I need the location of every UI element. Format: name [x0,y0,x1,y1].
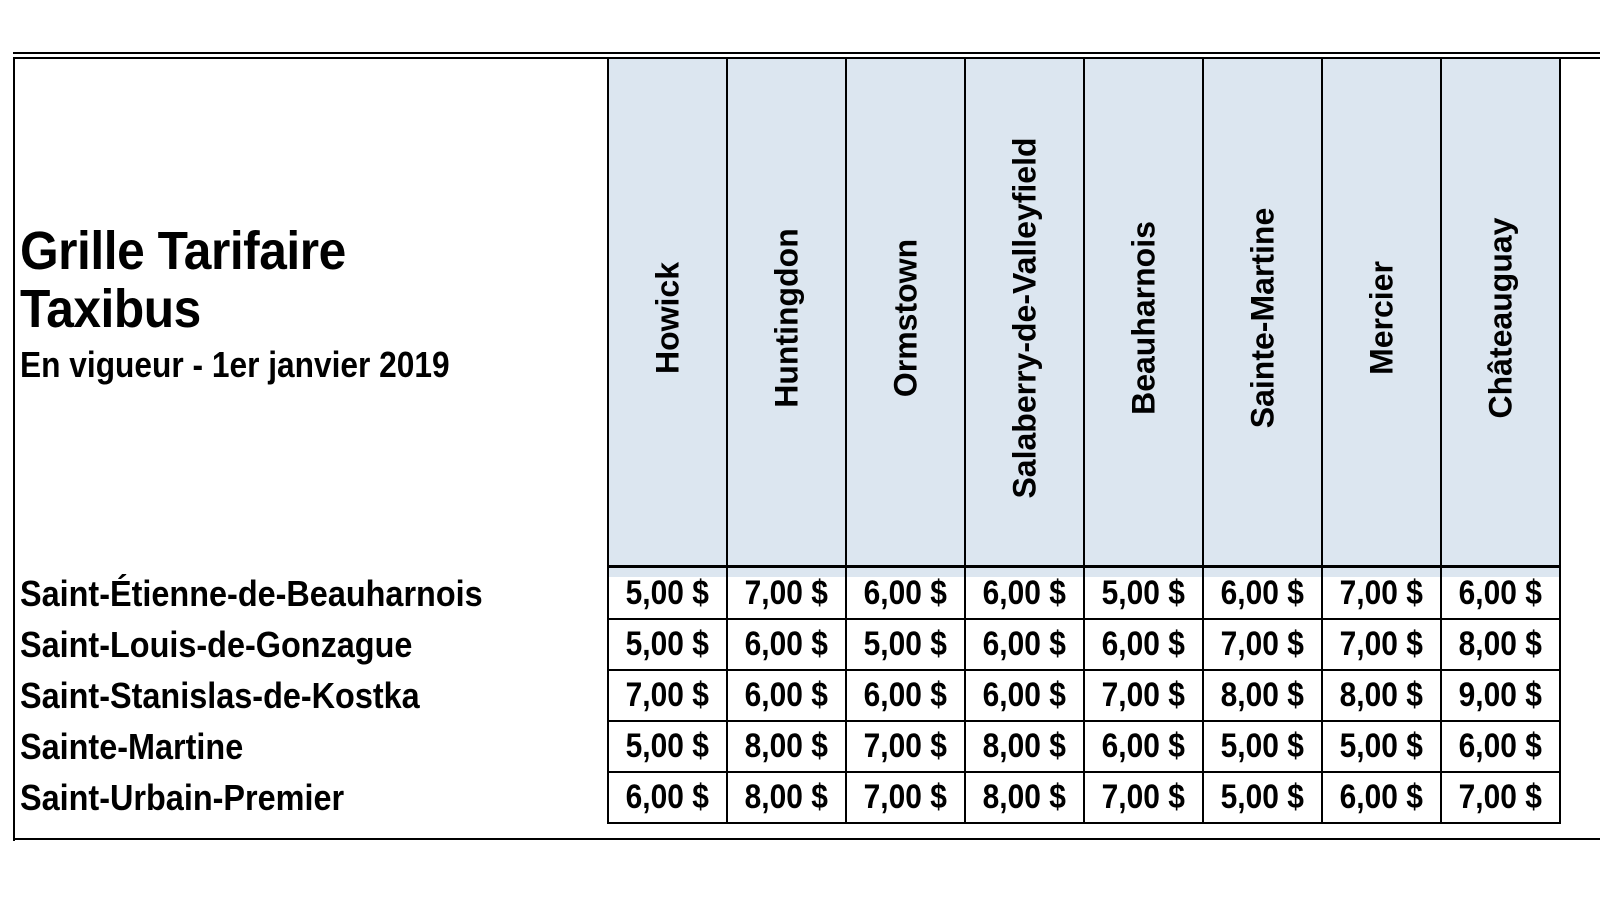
fare-cell [607,772,726,824]
fare-value: 6,00 $ [863,574,948,612]
fare-cell [1321,721,1440,773]
column-header [1440,59,1561,577]
row-label: Sainte-Martine [20,726,244,767]
row-label: Saint-Étienne-de-Beauharnois [20,573,483,614]
fare-cell [1202,568,1321,620]
fare-cell [607,670,726,722]
fare-value: 5,00 $ [625,727,710,765]
fare-value: 7,00 $ [863,727,948,765]
fare-value: 7,00 $ [625,676,710,714]
fare-cell [964,568,1083,620]
fare-cell [1083,670,1202,722]
fare-cell [1440,772,1561,824]
fare-cell [845,772,964,824]
fare-value: 6,00 $ [744,625,829,663]
fare-value: 5,00 $ [625,574,710,612]
fare-cell [607,619,726,671]
fare-cell [726,772,845,824]
fare-cell [1440,619,1561,671]
fare-cell [1321,568,1440,620]
fare-cell [1083,619,1202,671]
fare-value: 5,00 $ [1101,574,1186,612]
fare-value: 6,00 $ [1220,574,1305,612]
fare-value: 6,00 $ [1458,574,1543,612]
top-border-outer [13,52,1600,54]
fare-cell [726,619,845,671]
fare-cell [726,670,845,722]
column-header-label: Sainte-Martine [1244,207,1280,429]
column-header-label: Salaberry-de-Valleyfield [1006,137,1042,499]
fare-value: 5,00 $ [625,625,710,663]
fare-value: 8,00 $ [744,778,829,816]
fare-cell [845,721,964,773]
fare-value: 6,00 $ [982,574,1067,612]
fare-cell [726,568,845,620]
fare-value: 8,00 $ [1220,676,1305,714]
fare-value: 6,00 $ [1101,727,1186,765]
fare-value: 8,00 $ [1458,625,1543,663]
fare-cell [1440,670,1561,722]
fare-value: 6,00 $ [1101,625,1186,663]
fare-value: 6,00 $ [863,676,948,714]
fare-value: 9,00 $ [1458,676,1543,714]
fare-value: 7,00 $ [1339,574,1424,612]
row-label: Saint-Urbain-Premier [20,777,345,818]
fare-cell [1202,721,1321,773]
column-header [607,59,726,577]
fare-value: 7,00 $ [1339,625,1424,663]
column-header-label: Ormstown [887,238,923,398]
fare-cell [845,670,964,722]
effective-date: En vigueur - 1er janvier 2019 [20,344,450,385]
column-header [1202,59,1321,577]
fare-cell [1321,619,1440,671]
column-header [726,59,845,577]
fare-value: 7,00 $ [1101,778,1186,816]
fare-cell [964,670,1083,722]
fare-cell [1440,721,1561,773]
column-header [1083,59,1202,577]
fare-cell [964,721,1083,773]
fare-cell [845,568,964,620]
row-label: Saint-Stanislas-de-Kostka [20,675,420,716]
fare-cell [726,721,845,773]
fare-value: 7,00 $ [1458,778,1543,816]
fare-value: 8,00 $ [744,727,829,765]
fare-value: 5,00 $ [1339,727,1424,765]
page-title-line2: Taxibus [20,279,201,339]
fare-cell [1321,670,1440,722]
page-title: Grille Tarifaire [20,221,346,281]
fare-value: 8,00 $ [982,778,1067,816]
fare-value: 6,00 $ [625,778,710,816]
fare-cell [1083,568,1202,620]
column-header-label: Châteauguay [1482,217,1518,419]
fare-cell [607,721,726,773]
fare-value: 6,00 $ [982,676,1067,714]
fare-cell [964,619,1083,671]
fare-value: 6,00 $ [982,625,1067,663]
column-header [964,59,1083,577]
fare-cell [1440,568,1561,620]
column-header-label: Mercier [1363,261,1399,375]
fare-value: 5,00 $ [863,625,948,663]
fare-value: 7,00 $ [1101,676,1186,714]
fare-value: 7,00 $ [744,574,829,612]
fare-cell [1202,619,1321,671]
column-header [1321,59,1440,577]
fare-cell [964,772,1083,824]
fare-value: 7,00 $ [1220,625,1305,663]
fare-value: 6,00 $ [1458,727,1543,765]
column-header-label: Howick [649,261,685,375]
fare-value: 5,00 $ [1220,727,1305,765]
column-header-label: Beauharnois [1125,221,1161,415]
bottom-border [13,838,1600,840]
fare-cell [845,619,964,671]
title-block [20,222,508,388]
column-header-label: Huntingdon [768,228,804,408]
fare-value: 7,00 $ [863,778,948,816]
fare-value: 5,00 $ [1220,778,1305,816]
fare-cell [1321,772,1440,824]
fare-cell [1083,721,1202,773]
row-label: Saint-Louis-de-Gonzague [20,624,413,665]
fare-cell [1083,772,1202,824]
fare-value: 8,00 $ [982,727,1067,765]
fare-cell [1202,670,1321,722]
fare-value: 6,00 $ [744,676,829,714]
fare-cell [607,568,726,620]
fare-cell [1202,772,1321,824]
fare-value: 8,00 $ [1339,676,1424,714]
fare-value: 6,00 $ [1339,778,1424,816]
left-border [13,57,15,841]
column-header [845,59,964,577]
